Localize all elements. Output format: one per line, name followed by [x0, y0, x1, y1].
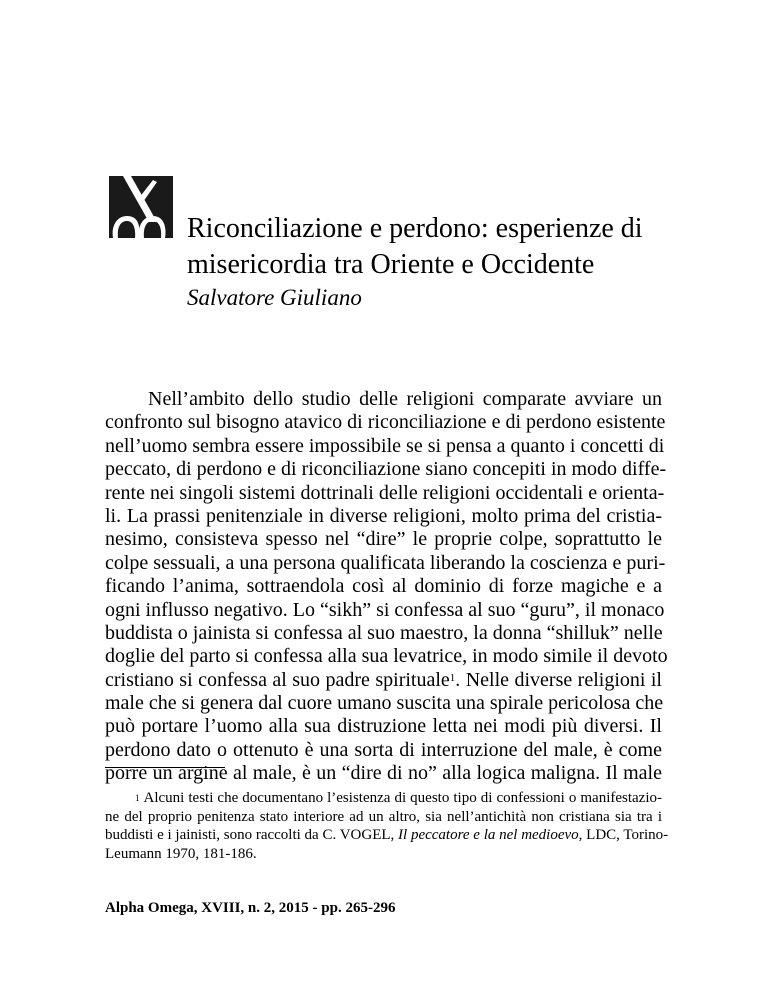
- footnote-number: 1: [135, 793, 140, 803]
- footnote-cited-author: OGEL: [350, 827, 391, 843]
- body-line: rente nei singoli sistemi dottrinali delle religioni occidentali e orienta-: [105, 481, 665, 504]
- body-line-end: . Nelle diverse religioni il: [455, 668, 662, 691]
- body-line: li. La prassi penitenziale in diverse religioni, molto prima del cristia-: [105, 504, 662, 527]
- title-line-2: misericordia tra Oriente e Occidente: [187, 249, 595, 280]
- body-paragraph: [105, 388, 668, 786]
- footnote-separator: [105, 767, 225, 768]
- body-line: doglie del parto si confessa alla sua levatrice, in modo simile il devoto: [105, 645, 668, 668]
- footnote-cited-work: Il peccatore e la nel medioevo: [398, 827, 579, 843]
- body-line: ficando l’anima, sottraendola così al dominio di forze magiche e a: [105, 575, 662, 598]
- body-line: nesimo, consisteva spesso nel “dire” le proprie colpe, soprattutto le: [105, 528, 662, 551]
- body-line: Nell’ambito dello studio delle religioni comparate avviare un: [148, 388, 662, 410]
- footnote: [105, 789, 669, 863]
- article-title: [187, 211, 727, 283]
- body-line: confronto sul bisogno atavico di riconciliazione e di perdono esistente: [105, 411, 666, 434]
- footnote-line: Leumann 1970, 181-186.: [105, 845, 257, 862]
- body-line-with-footnote: [105, 669, 662, 692]
- body-line: porre un argine al male, è un “dire di no” alla logica maligna. Il male: [105, 762, 662, 785]
- footnote-cited-author-initial: V: [339, 827, 351, 843]
- body-line: male che si genera dal cuore umano suscita una spirale pericolosa che: [105, 692, 664, 715]
- alpha-omega-logo-icon: [109, 176, 173, 238]
- footnote-line: [105, 826, 669, 845]
- body-line-start: cristiano si confessa al suo padre spirituale: [105, 668, 450, 691]
- title-line-1: Riconciliazione e perdono: esperienze di: [187, 213, 643, 244]
- footnote-line: ne del proprio penitenza stato interiore ad un altro, sia nell’antichità non cristiana sia tra i: [105, 808, 662, 825]
- body-line: può portare l’uomo alla sua distruzione letta nei modi più diversi. Il: [105, 715, 662, 738]
- journal-citation: Alpha Omega, XVIII, n. 2, 2015 - pp. 265-296: [105, 900, 396, 916]
- author-name: Salvatore Giuliano: [187, 285, 362, 310]
- body-line: ogni influsso negativo. Lo “sikh” si confessa al suo “guru”, il monaco: [105, 598, 665, 621]
- footnote-text: , LDC, Torino-: [578, 827, 669, 843]
- body-line: perdono dato o ottenuto è una sorta di interruzione del male, è come: [105, 738, 662, 761]
- footnote-line-text: Alcuni testi che documentano l’esistenza di questo tipo di confessioni o manifestazio-: [143, 790, 662, 806]
- footnote-line: [105, 789, 662, 808]
- body-line: buddista o jainista si confessa al suo maestro, la donna “shilluk” nelle: [105, 621, 663, 644]
- footnote-text: buddisti e i jainisti, sono raccolti da C.: [105, 827, 340, 843]
- footnote-separator-comma: ,: [390, 827, 399, 843]
- footnote-reference[interactable]: 1: [449, 671, 456, 684]
- body-line: nell’uomo sembra essere impossibile se si pensa a quanto i concetti di: [105, 434, 665, 457]
- body-line: colpe sessuali, a una persona qualificata liberando la coscienza e puri-: [105, 551, 666, 574]
- body-line: peccato, di perdono e di riconciliazione siano concepiti in modo diffe-: [105, 458, 667, 481]
